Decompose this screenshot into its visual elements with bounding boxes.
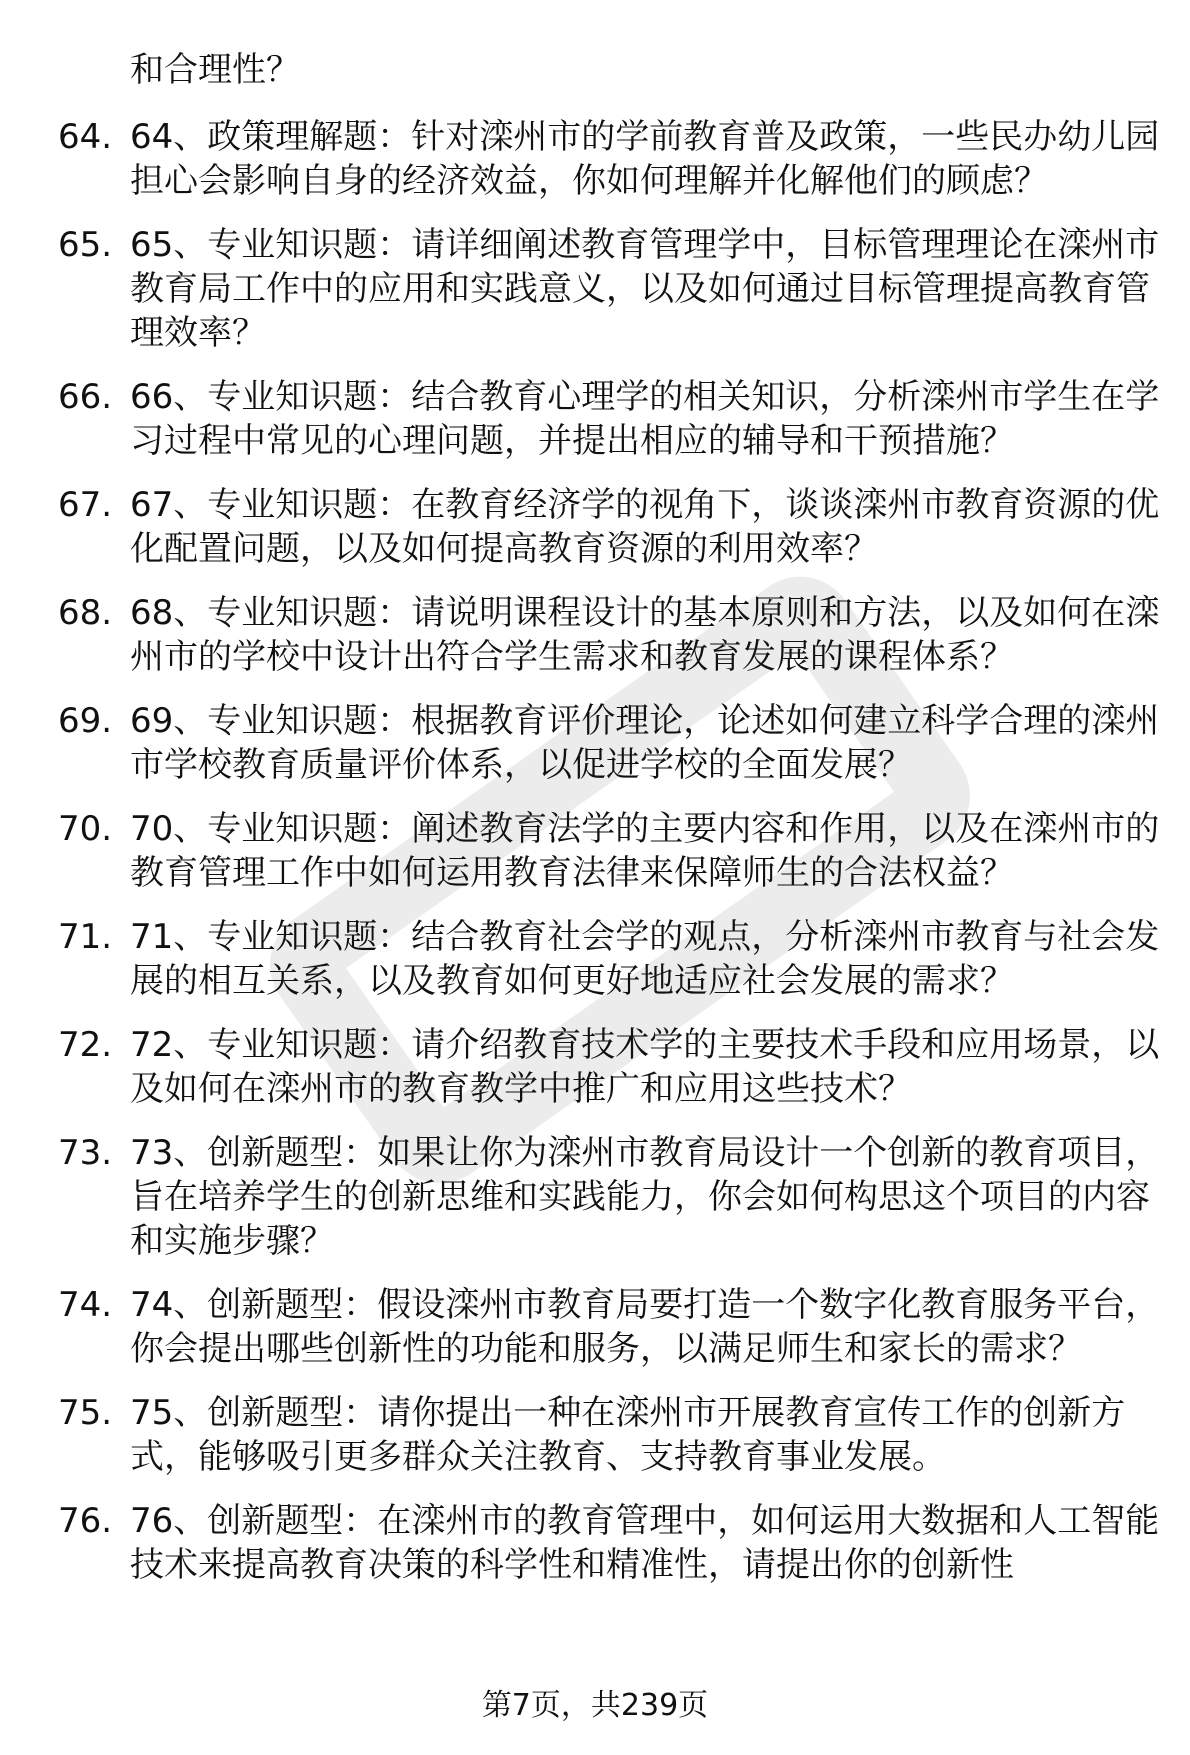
list-item-number: 72.	[58, 1025, 113, 1065]
list-item	[0, 591, 1190, 679]
list-item	[0, 915, 1190, 1003]
list-item	[0, 1131, 1190, 1263]
list-item-text: 72、专业知识题：请介绍教育技术学的主要技术手段和应用场景，以及如何在滦州市的教育教学中推广和应用这些技术？	[130, 1025, 1160, 1109]
list-item-number: 64.	[58, 117, 113, 157]
list-item-text: 68、专业知识题：请说明课程设计的基本原则和方法，以及如何在滦州市的学校中设计出符合学生需求和教育发展的课程体系？	[130, 593, 1160, 677]
list-item-number: 69.	[58, 701, 113, 741]
list-item-text: 74、创新题型：假设滦州市教育局要打造一个数字化教育服务平台，你会提出哪些创新性的功能和服务，以满足师生和家长的需求？	[130, 1285, 1160, 1369]
list-item	[0, 375, 1190, 463]
list-item-number: 70.	[58, 809, 113, 849]
list-item-text: 64、政策理解题：针对滦州市的学前教育普及政策，一些民办幼儿园担心会影响自身的经济效益，你如何理解并化解他们的顾虑？	[130, 117, 1160, 201]
list-item-number: 71.	[58, 917, 113, 957]
list-item-text: 71、专业知识题：结合教育社会学的观点，分析滦州市教育与社会发展的相互关系，以及教育如何更好地适应社会发展的需求？	[130, 917, 1160, 1001]
continuation-text: 和合理性？	[130, 50, 300, 90]
list-item-number: 68.	[58, 593, 113, 633]
list-item-number: 66.	[58, 377, 113, 417]
list-item-text: 67、专业知识题：在教育经济学的视角下，谈谈滦州市教育资源的优化配置问题，以及如何提高教育资源的利用效率？	[130, 485, 1160, 569]
list-item-text: 76、创新题型：在滦州市的教育管理中，如何运用大数据和人工智能技术来提高教育决策的科学性和精准性，请提出你的创新性	[130, 1501, 1160, 1585]
list-item	[0, 1023, 1190, 1111]
list-item-number: 75.	[58, 1393, 113, 1433]
list-item-number: 67.	[58, 485, 113, 525]
list-item	[0, 1499, 1190, 1587]
list-item	[0, 807, 1190, 895]
list-item	[0, 1283, 1190, 1371]
list-item	[0, 1391, 1190, 1479]
list-item	[0, 115, 1190, 203]
list-item	[0, 483, 1190, 571]
list-item-text: 75、创新题型：请你提出一种在滦州市开展教育宣传工作的创新方式，能够吸引更多群众关注教育、支持教育事业发展。	[130, 1393, 1126, 1477]
list-item-text: 66、专业知识题：结合教育心理学的相关知识，分析滦州市学生在学习过程中常见的心理问题，并提出相应的辅导和干预措施？	[130, 377, 1160, 461]
question-list	[0, 115, 1190, 1607]
list-item-text: 65、专业知识题：请详细阐述教育管理学中，目标管理理论在滦州市教育局工作中的应用和实践意义，以及如何通过目标管理提高教育管理效率？	[130, 225, 1160, 353]
list-item	[0, 223, 1190, 355]
list-item-text: 70、专业知识题：阐述教育法学的主要内容和作用，以及在滦州市的教育管理工作中如何运用教育法律来保障师生的合法权益？	[130, 809, 1160, 893]
list-item	[0, 699, 1190, 787]
list-item-number: 65.	[58, 225, 113, 265]
list-item-number: 73.	[58, 1133, 113, 1173]
list-item-text: 69、专业知识题：根据教育评价理论，论述如何建立科学合理的滦州市学校教育质量评价体系，以促进学校的全面发展？	[130, 701, 1160, 785]
list-item-number: 76.	[58, 1501, 113, 1541]
list-item-text: 73、创新题型：如果让你为滦州市教育局设计一个创新的教育项目，旨在培养学生的创新思维和实践能力，你会如何构思这个项目的内容和实施步骤？	[130, 1133, 1160, 1261]
list-item-number: 74.	[58, 1285, 113, 1325]
page-footer: 第7页，共239页	[481, 1688, 709, 1723]
